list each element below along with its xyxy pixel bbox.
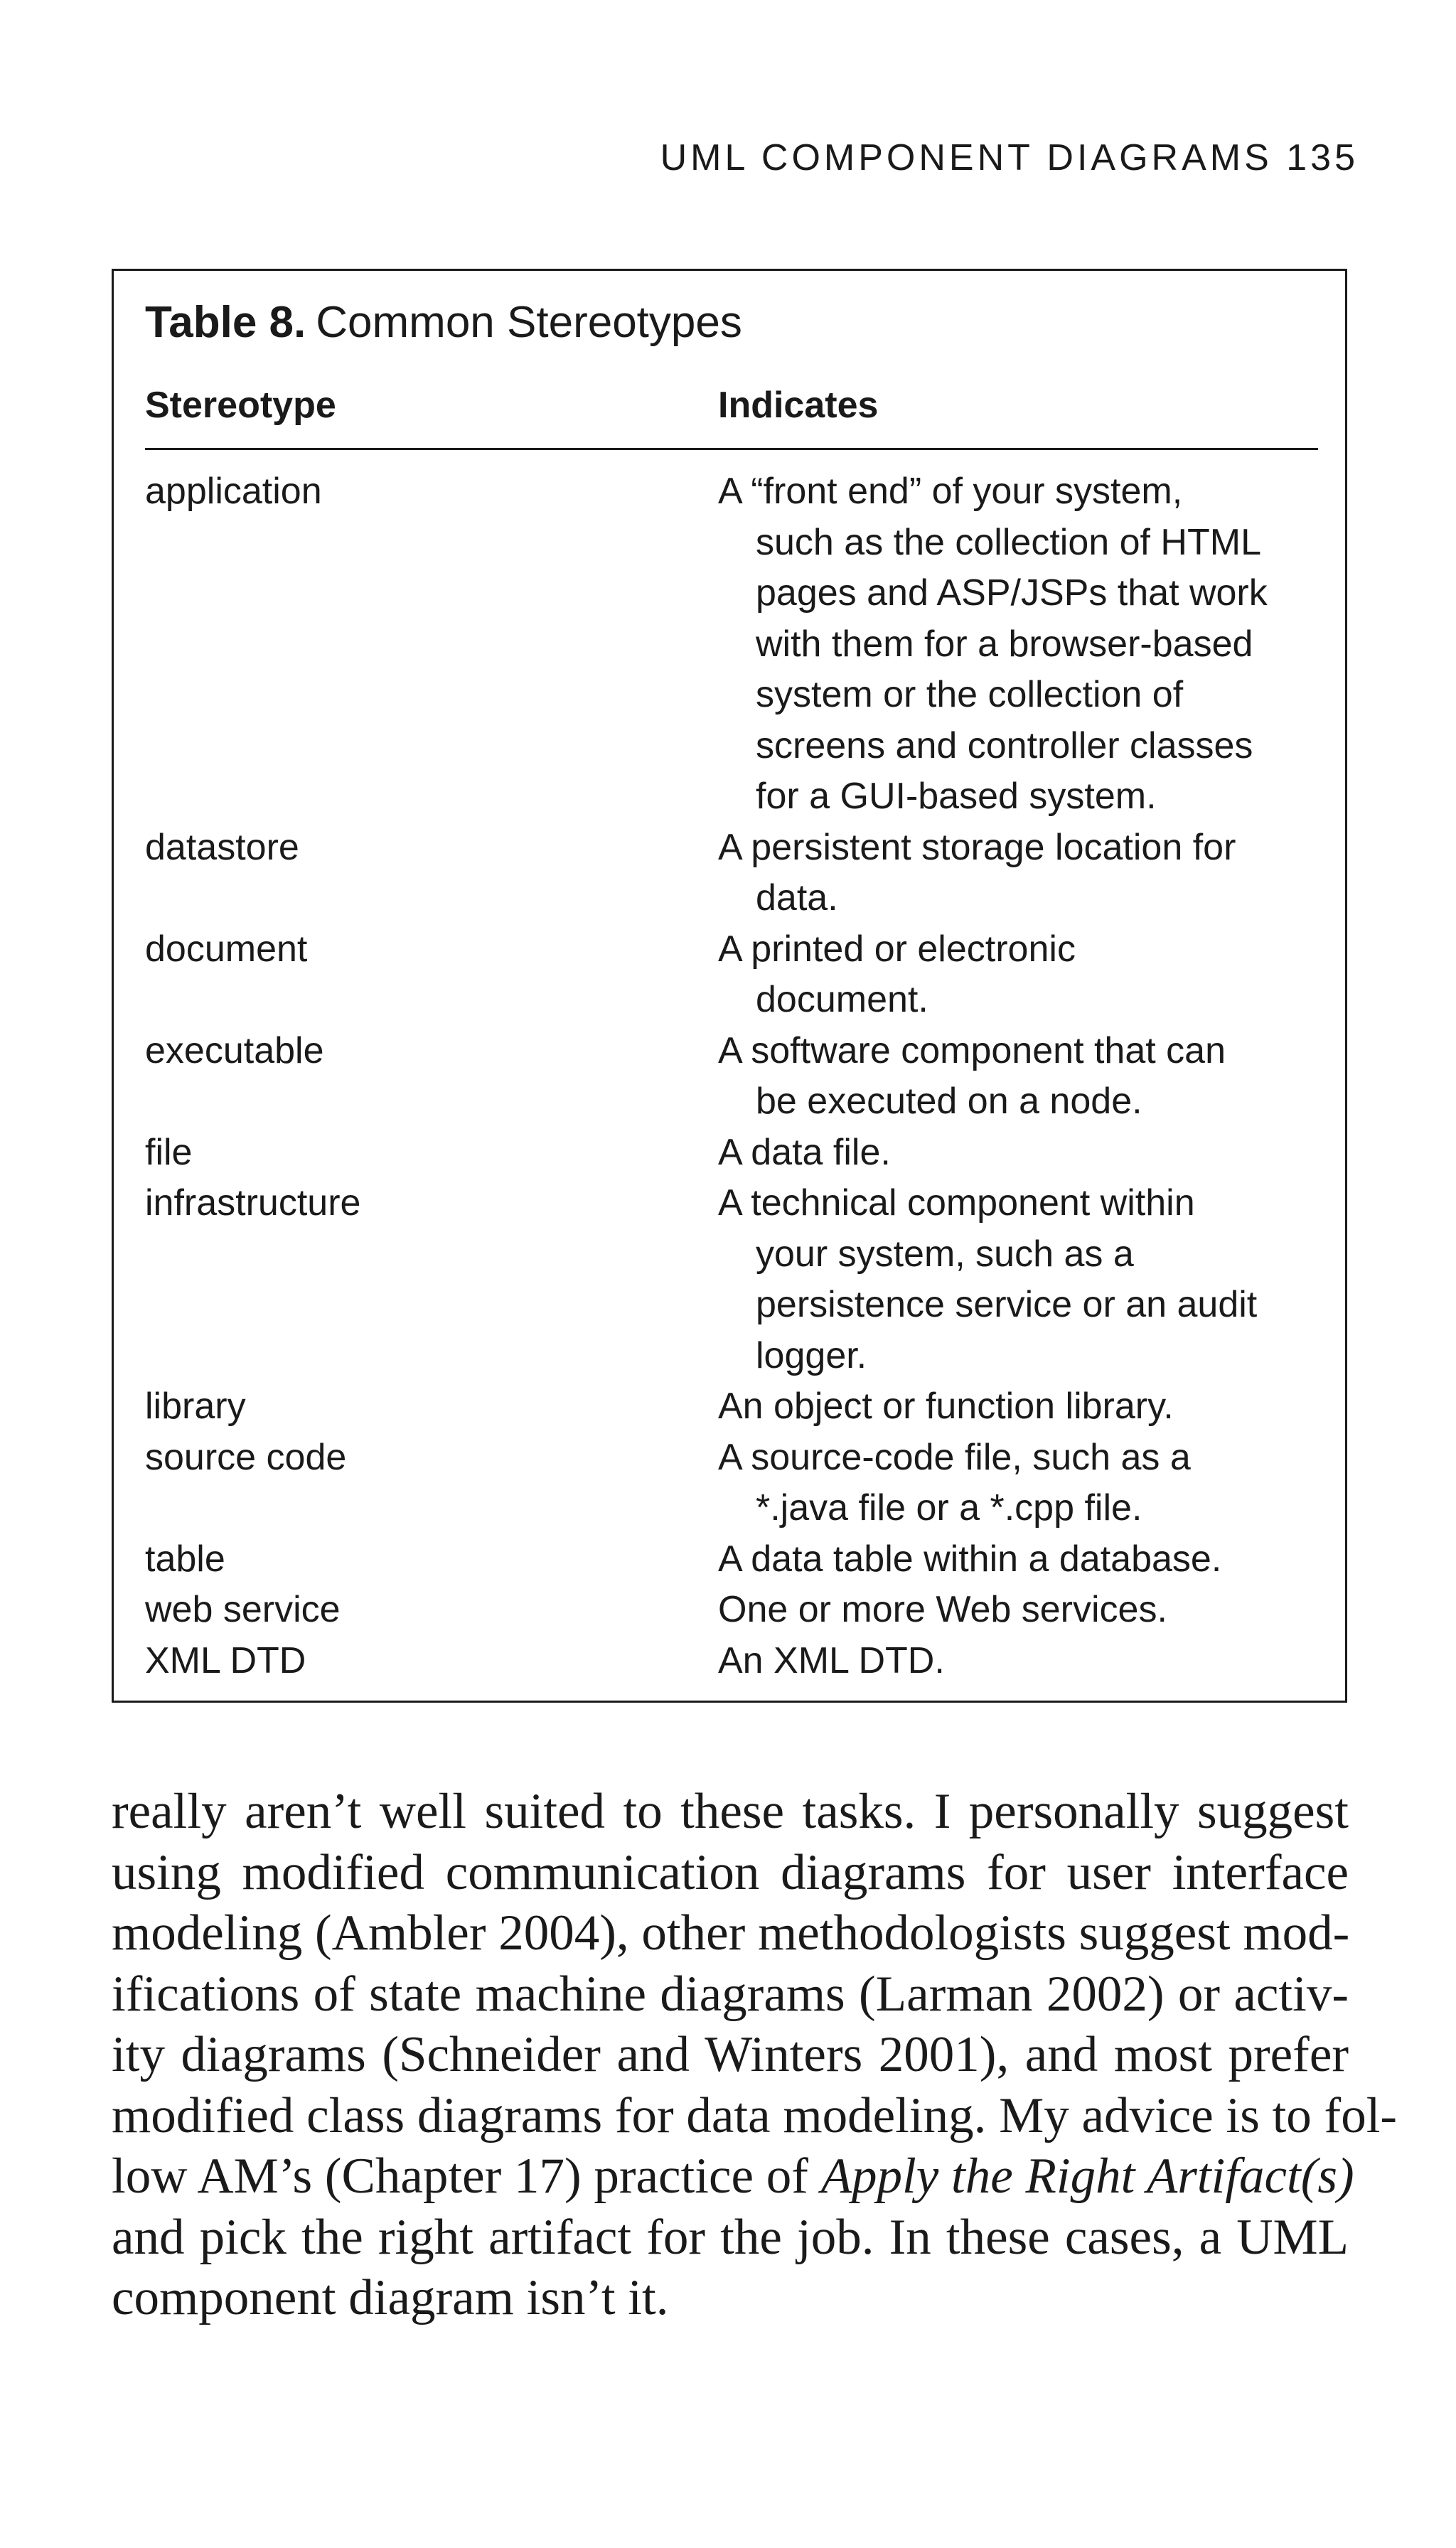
- indicates-cell: [718, 924, 1325, 1026]
- text-run: using modified communication diagrams for user interface: [112, 1844, 1349, 1900]
- table-row: [145, 1534, 1325, 1585]
- indicates-line: A persistent storage location for: [718, 826, 1236, 868]
- stereotype-cell: application: [145, 471, 322, 512]
- paragraph-line: [112, 1782, 1349, 1843]
- indicates-cell: [718, 1128, 1325, 1179]
- stereotype-cell: web service: [145, 1589, 341, 1630]
- stereotype-cell: datastore: [145, 826, 299, 868]
- indicates-line: persistence service or an audit: [756, 1284, 1258, 1325]
- stereotype-cell: document: [145, 928, 308, 970]
- paragraph-line: [112, 2268, 1349, 2329]
- table-row: [145, 1585, 1325, 1636]
- indicates-line: An object or function library.: [718, 1386, 1174, 1427]
- indicates-line: A data table within a database.: [718, 1538, 1222, 1580]
- indicates-cell: [718, 1381, 1325, 1433]
- text-run: component diagram isn’t it.: [112, 2270, 669, 2325]
- table-caption: [145, 296, 742, 349]
- paragraph-line: [112, 1964, 1349, 2025]
- table-title: Common Stereotypes: [316, 298, 742, 347]
- indicates-cell: [718, 823, 1325, 924]
- table-row: [145, 924, 1325, 1026]
- table-row: [145, 1433, 1325, 1534]
- text-run: ifications of state machine diagrams (Larman 2002) or activ-: [112, 1966, 1349, 2022]
- text-run: and pick the right artifact for the job. In these cases, a UML: [112, 2209, 1349, 2265]
- indicates-cell: [718, 466, 1325, 823]
- text-run: ity diagrams (Schneider and Winters 2001), and most prefer: [112, 2027, 1349, 2082]
- paragraph-line: [112, 1843, 1349, 1904]
- stereotype-cell: executable: [145, 1029, 324, 1071]
- stereotype-cell: source code: [145, 1436, 347, 1478]
- paragraph-line: [112, 2025, 1349, 2086]
- stereotype-cell: table: [145, 1538, 225, 1580]
- header-rule: [145, 448, 1318, 450]
- table-body: [145, 466, 1325, 1686]
- stereotype-cell: library: [145, 1386, 246, 1427]
- italic-title: Apply the Right Artifact(s): [820, 2148, 1354, 2204]
- indicates-line: document.: [756, 979, 928, 1020]
- indicates-cell: [718, 1178, 1325, 1381]
- stereotype-cell: infrastructure: [145, 1182, 361, 1224]
- indicates-line: with them for a browser-based: [756, 623, 1253, 665]
- indicates-line: system or the collection of: [756, 674, 1184, 715]
- column-header-stereotype: Stereotype: [145, 385, 336, 426]
- paragraph-line: [112, 2207, 1349, 2269]
- indicates-line: One or more Web services.: [718, 1589, 1167, 1630]
- indicates-line: A printed or electronic: [718, 928, 1076, 970]
- indicates-line: be executed on a node.: [756, 1081, 1142, 1122]
- column-header-indicates: Indicates: [718, 385, 879, 426]
- indicates-line: data.: [756, 877, 838, 919]
- text-run: modeling (Ambler 2004), other methodologists suggest mod-: [112, 1905, 1350, 1961]
- indicates-line: screens and controller classes: [756, 724, 1253, 766]
- table-row: [145, 823, 1325, 924]
- paragraph-line: [112, 2086, 1398, 2147]
- indicates-cell: [718, 1636, 1325, 1687]
- indicates-line: A source-code file, such as a: [718, 1436, 1191, 1478]
- indicates-line: An XML DTD.: [718, 1639, 945, 1681]
- table-row: [145, 466, 1325, 823]
- table-row: [145, 1026, 1325, 1128]
- stereotypes-table: [112, 269, 1347, 1703]
- text-run: modified class diagrams for data modeling. My advice is to fol-: [112, 2087, 1398, 2143]
- stereotype-cell: file: [145, 1131, 193, 1173]
- stereotype-cell: XML DTD: [145, 1639, 306, 1681]
- indicates-line: *.java file or a *.cpp file.: [756, 1487, 1142, 1529]
- indicates-line: pages and ASP/JSPs that work: [756, 572, 1268, 614]
- indicates-cell: [718, 1534, 1325, 1585]
- indicates-cell: [718, 1026, 1325, 1128]
- table-number: Table 8.: [145, 298, 306, 347]
- table-row: [145, 1178, 1325, 1381]
- indicates-line: such as the collection of HTML: [756, 521, 1261, 563]
- text-run: low AM’s (Chapter 17) practice of: [112, 2148, 821, 2204]
- text-run: really aren’t well suited to these tasks. I personally suggest: [112, 1784, 1349, 1839]
- body-paragraph: [112, 1782, 1398, 2329]
- indicates-line: your system, such as a: [756, 1233, 1134, 1275]
- paragraph-line: [112, 2146, 1354, 2207]
- indicates-line: A software component that can: [718, 1029, 1226, 1071]
- paragraph-line: [112, 1903, 1349, 1964]
- indicates-line: A “front end” of your system,: [718, 471, 1183, 512]
- table-row: [145, 1128, 1325, 1179]
- table-row: [145, 1381, 1325, 1433]
- indicates-line: A technical component within: [718, 1182, 1195, 1224]
- indicates-cell: [718, 1433, 1325, 1534]
- indicates-line: for a GUI-based system.: [756, 776, 1157, 817]
- indicates-line: A data file.: [718, 1131, 891, 1173]
- running-head: UML COMPONENT DIAGRAMS 135: [660, 137, 1359, 178]
- table-row: [145, 1636, 1325, 1687]
- indicates-line: logger.: [756, 1334, 867, 1376]
- indicates-cell: [718, 1585, 1325, 1636]
